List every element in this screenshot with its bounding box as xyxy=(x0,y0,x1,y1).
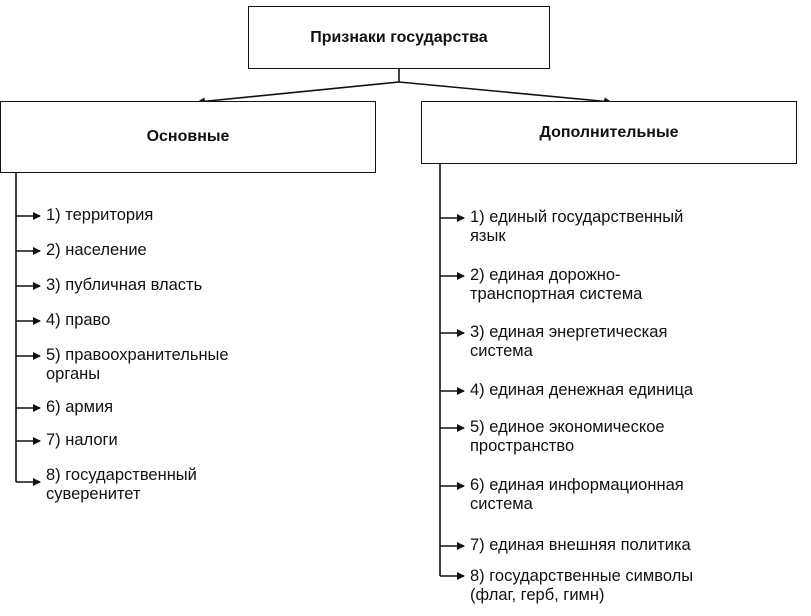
main-title: Основные xyxy=(146,128,230,145)
main-item: 8) государственный суверенитет xyxy=(46,466,197,503)
main-item: 7) налоги xyxy=(46,431,118,449)
extra-item: 7) единая внешняя политика xyxy=(470,536,691,554)
main-item: 5) правоохранительные органы xyxy=(46,346,229,383)
extra-item: 1) единый государственный язык xyxy=(470,208,684,245)
root-title: Признаки государства xyxy=(310,28,488,46)
extra-item: 2) единая дорожно- транспортная система xyxy=(470,266,643,303)
arrow-root-to-main xyxy=(198,82,399,102)
main-box xyxy=(0,101,376,173)
extra-item: 8) государственные символы (флаг, герб, гимн) xyxy=(470,567,694,604)
root-box xyxy=(248,6,550,69)
extra-item: 5) единое экономическое пространство xyxy=(470,418,665,455)
main-item: 4) право xyxy=(46,311,111,329)
extra-box xyxy=(421,101,797,164)
main-item: 6) армия xyxy=(46,398,114,416)
arrow-root-to-extra xyxy=(399,82,611,102)
main-item: 2) население xyxy=(46,241,147,259)
main-item: 3) публичная власть xyxy=(46,276,203,294)
extra-item: 4) единая денежная единица xyxy=(470,381,694,399)
extra-item: 6) единая информационная система xyxy=(470,476,684,513)
extra-item: 3) единая энергетическая система xyxy=(470,323,668,360)
extra-title: Дополнительные xyxy=(539,123,679,141)
main-item: 1) территория xyxy=(46,206,154,224)
